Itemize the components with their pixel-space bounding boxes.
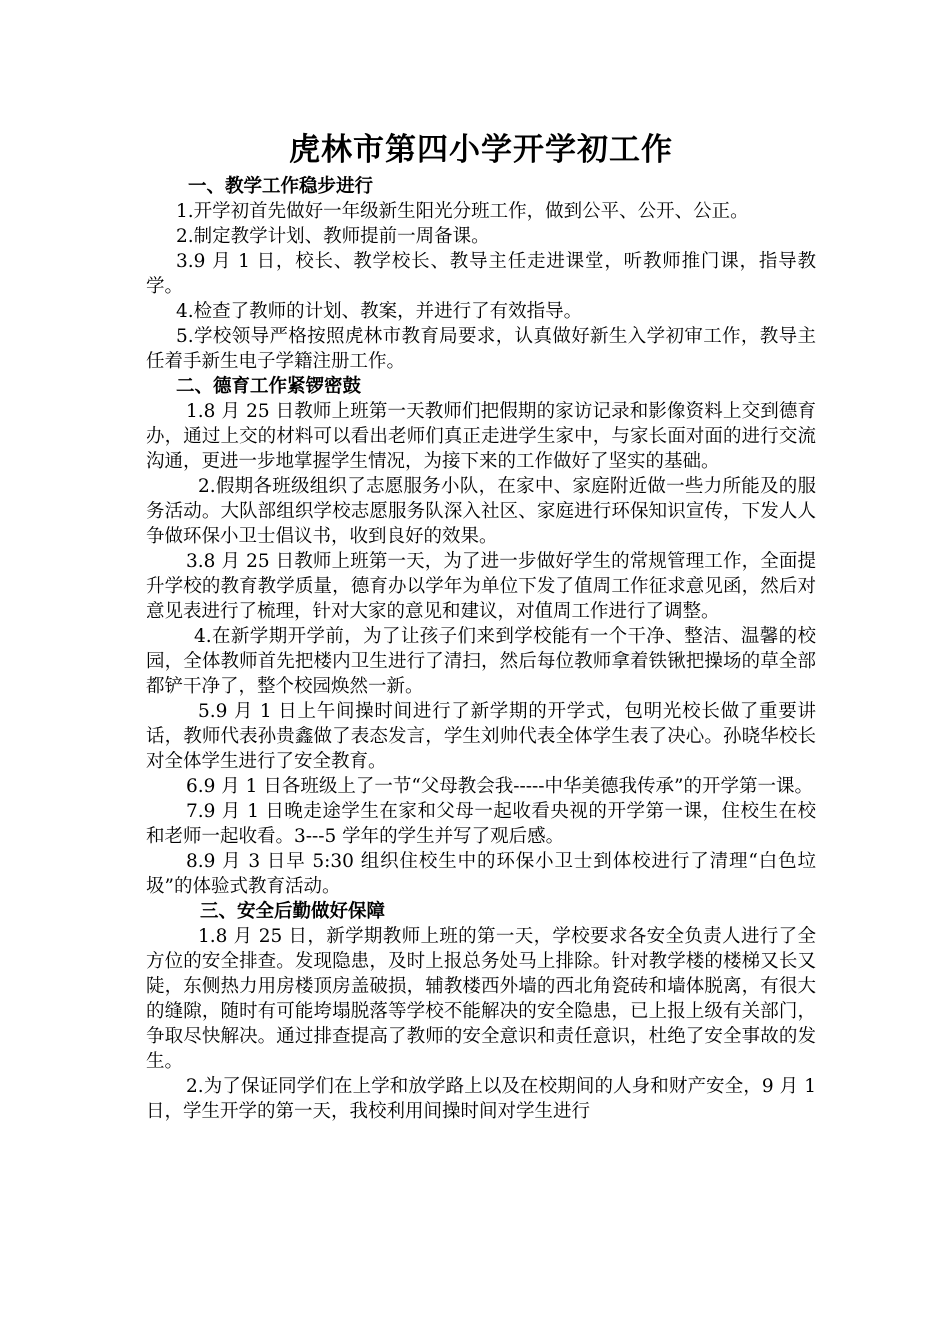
paragraph: 8.9 月 3 日早 5:30 组织住校生中的环保小卫士到体校进行了清理“白色垃圾”的体验式教育活动。 [146,851,816,897]
paragraph: 1.8 月 25 日，新学期教师上班的第一天，学校要求各安全负责人进行了全方位的安全排查。发现隐患，及时上报总务处马上排除。针对教学楼的楼梯又长又陡，东侧热力用房楼顶房盖破损，辅教楼西外墙的西北角瓷砖和墙体脱离，有很大的缝隙，随时有可能垮塌脱落等学校不能解决的安全隐患，已上报上级有关部门，争取尽快解决。通过排查提高了教师的安全意识和责任意识，杜绝了安全事故的发生。 [146,926,816,1072]
paragraph: 2.制定教学计划、教师提前一周备课。 [176,226,490,247]
paragraph: 4.检查了教师的计划、教案，并进行了有效指导。 [176,301,583,322]
paragraph: 6.9 月 1 日各班级上了一节“父母教会我-----中华美德我传承”的开学第一课。 [186,776,814,797]
section-heading-teaching: 一、教学工作稳步进行 [188,176,374,197]
document-page [146,128,816,1124]
paragraph: 4.在新学期开学前，为了让孩子们来到学校能有一个干净、整洁、温馨的校园，全体教师首先把楼内卫生进行了清扫，然后每位教师拿着铁锹把操场的草全部都铲干净了，整个校园焕然一新。 [146,626,816,697]
paragraph: 1.8 月 25 日教师上班第一天教师们把假期的家访记录和影像资料上交到德育办，通过上交的材料可以看出老师们真正走进学生家中，与家长面对面的进行交流沟通，更进一步地掌握学生情况，为接下来的工作做好了坚实的基础。 [146,401,816,472]
paragraph: 7.9 月 1 日晚走途学生在家和父母一起收看央视的开学第一课，住校生在校和老师一起收看。3---5 学年的学生并写了观后感。 [146,801,816,847]
paragraph: 3.8 月 25 日教师上班第一天，为了进一步做好学生的常规管理工作，全面提升学校的教育教学质量，德育办以学年为单位下发了值周工作征求意见函，然后对意见表进行了梳理，针对大家的意见和建议，对值周工作进行了调整。 [146,551,816,622]
paragraph: 5.学校领导严格按照虎林市教育局要求，认真做好新生入学初审工作，教导主任着手新生电子学籍注册工作。 [146,326,816,372]
paragraph: 1.开学初首先做好一年级新生阳光分班工作，做到公平、公开、公正。 [176,201,749,222]
document-title: 虎林市第四小学开学初工作 [289,132,673,168]
paragraph: 5.9 月 1 日上午间操时间进行了新学期的开学式，包明光校长做了重要讲话，教师代表孙贵鑫做了表态发言，学生刘帅代表全体学生表了决心。孙晓华校长对全体学生进行了安全教育。 [146,701,816,772]
section-heading-moral-education: 二、德育工作紧锣密鼓 [176,376,362,397]
paragraph: 2.为了保证同学们在上学和放学路上以及在校期间的人身和财产安全，9 月 1 日，学生开学的第一天，我校利用间操时间对学生进行 [146,1076,816,1122]
paragraph: 2.假期各班级组织了志愿服务小队，在家中、家庭附近做一些力所能及的服务活动。大队部组织学校志愿服务队深入社区、家庭进行环保知识宣传，下发人人争做环保小卫士倡议书，收到良好的效果。 [146,476,816,547]
paragraph: 3.9 月 1 日，校长、教学校长、教导主任走进课堂，听教师推门课，指导教学。 [146,251,816,297]
section-heading-safety-logistics: 三、安全后勤做好保障 [200,901,386,922]
